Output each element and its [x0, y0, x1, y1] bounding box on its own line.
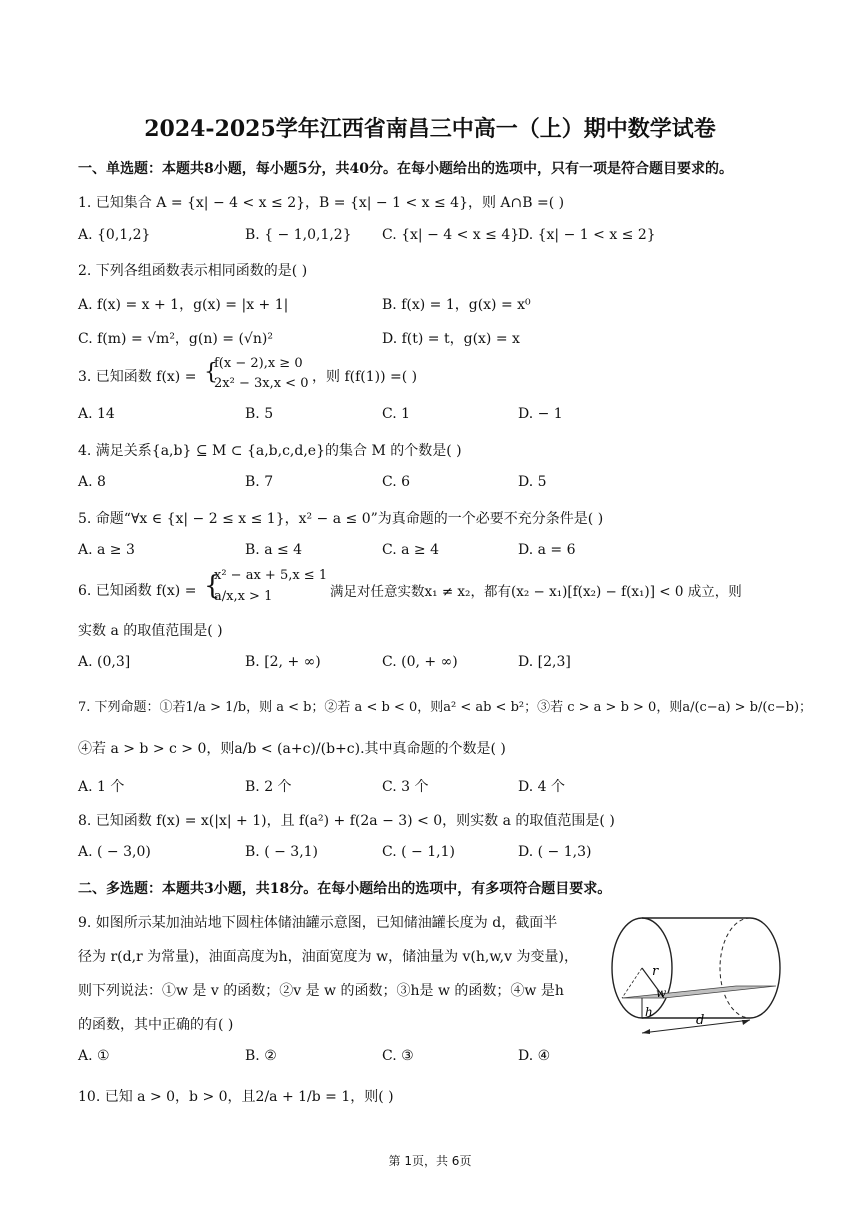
- figure-label-d: d: [696, 1013, 705, 1028]
- question-3-stem-pre: 3. 已知函数 f(x) =: [78, 369, 197, 385]
- question-7-stem: 7. 下列命题：①若1/a > 1/b，则 a < b；②若 a < b < 0，则a² < ab < b²；③若 c > a > b > 0，则a/(c−a) > b/(c−b)；: [78, 700, 813, 715]
- question-8-option-a: A. ( − 3,0): [78, 844, 151, 860]
- question-1-option-a: A. {0,1,2}: [78, 227, 151, 243]
- question-8-option-c: C. ( − 1,1): [382, 844, 455, 860]
- question-6-option-c: C. (0, + ∞): [382, 654, 458, 670]
- question-2-option-c: C. f(m) = √m²，g(n) = (√n)²: [78, 331, 273, 347]
- question-3-option-c: C. 1: [382, 406, 411, 422]
- question-6-option-d: D. [2,3]: [518, 654, 571, 670]
- question-9-option-a: A. ①: [78, 1048, 110, 1064]
- question-4-option-a: A. 8: [78, 474, 106, 490]
- question-9-line-2: 径为 r(d,r 为常量)，油面高度为h，油面宽度为 w，储油量为 v(h,w,v 为变量)，: [78, 949, 578, 965]
- page-footer: 第 1页，共 6页: [388, 1154, 472, 1168]
- question-3-stem-post: ，则 f(f(1)) =( ): [312, 369, 418, 385]
- question-9-line-1: 9. 如图所示某加油站地下圆柱体储油罐示意图，已知储油罐长度为 d，截面半: [78, 915, 558, 931]
- question-5-option-c: C. a ≥ 4: [382, 542, 439, 558]
- question-9-option-c: C. ③: [382, 1048, 414, 1064]
- question-6-brace: {: [204, 571, 221, 601]
- question-7-option-d: D. 4 个: [518, 779, 565, 795]
- page-title: 2024-2025学年江西省南昌三中高一（上）期中数学试卷: [144, 116, 716, 142]
- question-3-case-1: f(x − 2),x ≥ 0: [214, 356, 303, 371]
- question-6-case-2: a/x,x > 1: [214, 589, 273, 604]
- question-8-option-d: D. ( − 1,3): [518, 844, 592, 860]
- question-2-stem: 2. 下列各组函数表示相同函数的是( ): [78, 263, 308, 279]
- question-1-stem: 1. 已知集合 A = {x| − 4 < x ≤ 2}，B = {x| − 1 < x ≤ 4}，则 A∩B =( ): [78, 195, 565, 211]
- question-9-option-b: B. ②: [245, 1048, 277, 1064]
- question-5-stem: 5. 命题“∀x ∈ {x| − 2 ≤ x ≤ 1}，x² − a ≤ 0”为真命题的一个必要不充分条件是( ): [78, 511, 604, 527]
- question-6-option-a: A. (0,3]: [78, 654, 131, 670]
- question-4-stem: 4. 满足关系{a,b} ⊆ M ⊂ {a,b,c,d,e}的集合 M 的个数是( ): [78, 443, 462, 459]
- question-8-option-b: B. ( − 3,1): [245, 844, 319, 860]
- question-5-option-a: A. a ≥ 3: [78, 542, 135, 558]
- question-6-stem-pre: 6. 已知函数 f(x) =: [78, 583, 197, 599]
- question-1-option-c: C. {x| − 4 < x ≤ 4}: [382, 227, 520, 243]
- figure-label-w: w: [656, 986, 667, 1000]
- question-5-option-b: B. a ≤ 4: [245, 542, 303, 558]
- question-3-option-a: A. 14: [78, 406, 115, 422]
- question-7-option-b: B. 2 个: [245, 779, 292, 795]
- question-6-stem-2: 实数 a 的取值范围是( ): [78, 623, 223, 639]
- question-7-option-a: A. 1 个: [78, 779, 125, 795]
- question-4-option-c: C. 6: [382, 474, 411, 490]
- question-4-option-b: B. 7: [245, 474, 274, 490]
- section-multi-choice-header: 二、多选题：本题共3小题，共18分。在每小题给出的选项中，有多项符合题目要求。: [78, 881, 612, 897]
- question-9-option-d: D. ④: [518, 1048, 551, 1064]
- question-1-option-d: D. {x| − 1 < x ≤ 2}: [518, 227, 656, 243]
- oil-tank-figure: [600, 908, 790, 1043]
- question-8-stem: 8. 已知函数 f(x) = x(|x| + 1)，且 f(a²) + f(2a − 3) < 0，则实数 a 的取值范围是( ): [78, 813, 615, 829]
- question-1-option-b: B. { − 1,0,1,2}: [245, 227, 352, 243]
- question-9-line-4: 的函数，其中正确的有( ): [78, 1017, 234, 1033]
- question-5-option-d: D. a = 6: [518, 542, 576, 558]
- question-3-option-d: D. − 1: [518, 406, 563, 422]
- question-9-line-3: 则下列说法：①w 是 v 的函数；②v 是 w 的函数；③h是 w 的函数；④w 是h: [78, 983, 564, 999]
- question-3-option-b: B. 5: [245, 406, 274, 422]
- question-7-option-c: C. 3 个: [382, 779, 429, 795]
- question-2-option-a: A. f(x) = x + 1，g(x) = |x + 1|: [78, 297, 289, 313]
- section-single-choice-header: 一、单选题：本题共8小题，每小题5分，共40分。在每小题给出的选项中，只有一项是符合题目要求的。: [78, 161, 733, 177]
- question-3-brace: {: [204, 360, 218, 385]
- question-2-option-d: D. f(t) = t，g(x) = x: [382, 331, 520, 347]
- question-2-option-b: B. f(x) = 1，g(x) = x⁰: [382, 297, 531, 313]
- figure-label-r: r: [652, 964, 659, 979]
- question-4-option-d: D. 5: [518, 474, 547, 490]
- figure-label-h: h: [645, 1005, 653, 1019]
- question-10-stem: 10. 已知 a > 0，b > 0，且2/a + 1/b = 1，则( ): [78, 1089, 394, 1105]
- question-6-stem-post: 满足对任意实数x₁ ≠ x₂，都有(x₂ − x₁)[f(x₂) − f(x₁)] < 0 成立，则: [330, 584, 742, 600]
- question-3-case-2: 2x² − 3x,x < 0: [214, 376, 309, 391]
- question-7-stem-2: ④若 a > b > c > 0，则a/b < (a+c)/(b+c).其中真命题的个数是( ): [78, 741, 506, 757]
- question-6-option-b: B. [2, + ∞): [245, 654, 321, 670]
- question-6-case-1: x² − ax + 5,x ≤ 1: [214, 568, 328, 583]
